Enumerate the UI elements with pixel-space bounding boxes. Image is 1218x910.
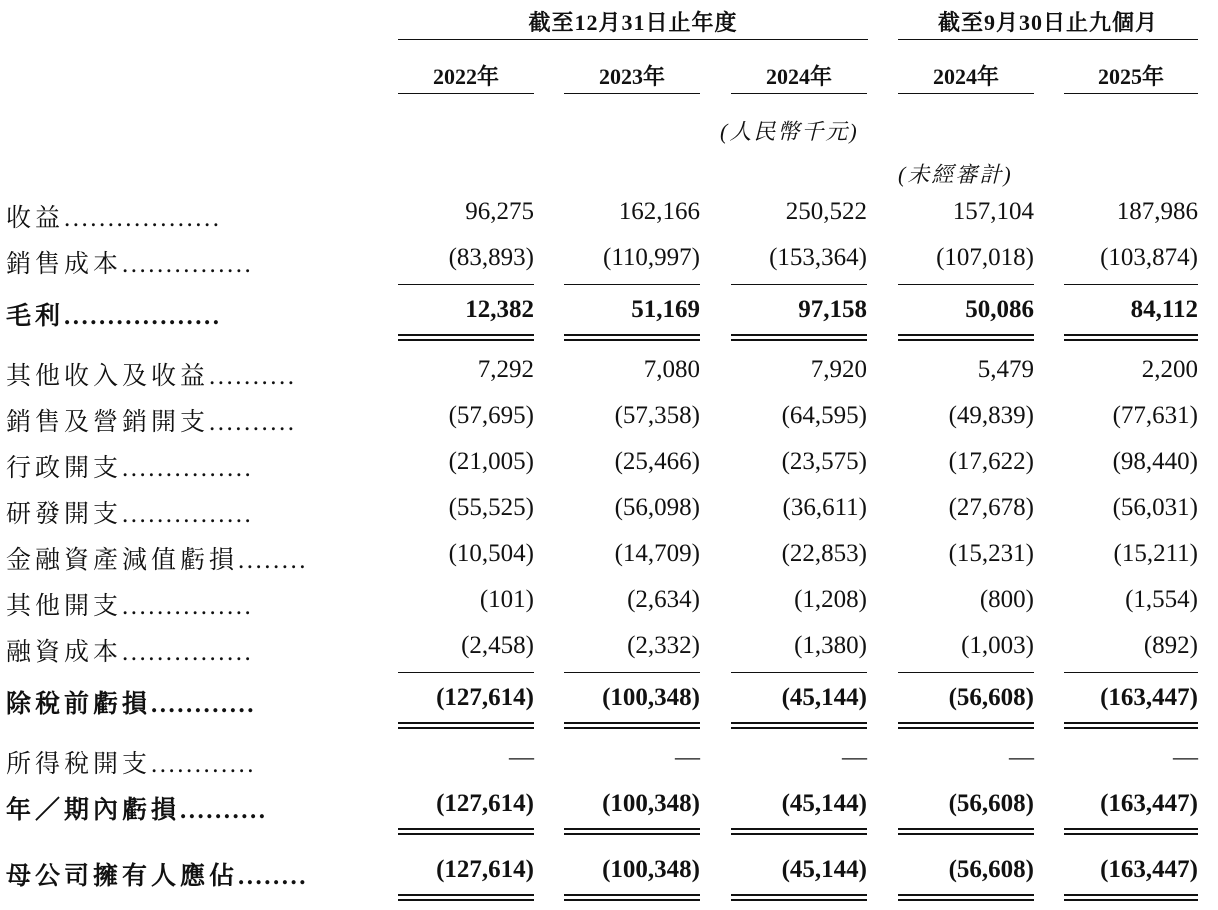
group-header-nine-months: 截至9月30日止九個月 — [937, 10, 1158, 35]
leader-dots: ............ — [151, 691, 257, 718]
leader-dots: ............... — [122, 455, 254, 482]
table-cell: (110,997) — [603, 244, 700, 271]
table-cell: 157,104 — [952, 198, 1034, 225]
year-header-col1: 2022年 — [432, 64, 499, 89]
row-label-text: 研發開支 — [6, 501, 123, 528]
total-double-rule — [1064, 833, 1198, 835]
row-label-text: 銷售成本 — [6, 251, 123, 278]
total-double-rule — [1064, 899, 1198, 901]
total-double-rule — [398, 339, 534, 341]
row-label-text: 除稅前虧損 — [6, 691, 152, 718]
total-double-rule — [731, 899, 867, 901]
total-double-rule — [398, 833, 534, 835]
table-cell: (10,504) — [448, 540, 534, 567]
total-double-rule — [731, 334, 867, 336]
total-double-rule — [398, 899, 534, 901]
leader-dots: .................. — [64, 205, 222, 232]
subtotal-rule — [898, 672, 1034, 673]
total-double-rule — [898, 894, 1034, 896]
table-cell: (55,525) — [448, 494, 534, 521]
total-double-rule — [1064, 339, 1198, 341]
total-double-rule — [398, 727, 534, 729]
total-double-rule — [564, 828, 700, 830]
row-label — [6, 198, 222, 234]
subtotal-rule — [564, 672, 700, 673]
row-label-text: 收益 — [6, 205, 65, 232]
table-cell: (22,853) — [781, 540, 867, 567]
row-label — [6, 540, 308, 576]
table-cell: (101) — [479, 586, 534, 613]
table-cell: (1,003) — [961, 632, 1034, 659]
table-cell: 2,200 — [1141, 356, 1198, 383]
table-cell: (23,575) — [781, 448, 867, 475]
currency-note: (人民幣千元) — [720, 119, 859, 144]
table-cell: (36,611) — [782, 494, 867, 521]
group-header-rule — [398, 39, 868, 40]
subtotal-rule — [731, 672, 867, 673]
table-cell: (56,608) — [948, 684, 1034, 711]
table-cell: 84,112 — [1130, 296, 1198, 323]
row-label-text: 年／期內虧損 — [6, 797, 181, 824]
table-cell: (56,608) — [948, 856, 1034, 883]
leader-dots: ........ — [238, 863, 309, 890]
table-cell: (892) — [1143, 632, 1198, 659]
leader-dots: .......... — [209, 363, 297, 390]
table-cell: (1,554) — [1125, 586, 1198, 613]
total-double-rule — [564, 339, 700, 341]
row-label — [6, 856, 308, 892]
total-double-rule — [1064, 727, 1198, 729]
table-cell: (27,678) — [948, 494, 1034, 521]
table-cell: — — [675, 744, 700, 771]
table-cell: (100,348) — [602, 790, 700, 817]
table-cell: (57,358) — [614, 402, 700, 429]
table-cell: 162,166 — [618, 198, 700, 225]
table-cell: (1,380) — [794, 632, 867, 659]
row-label-text: 其他收入及收益 — [6, 363, 210, 390]
leader-dots: ........ — [238, 547, 309, 574]
table-cell: (15,231) — [948, 540, 1034, 567]
table-cell: (21,005) — [448, 448, 534, 475]
total-double-rule — [1064, 828, 1198, 830]
year-header-rule — [564, 93, 700, 94]
table-cell: 7,080 — [643, 356, 700, 383]
total-double-rule — [731, 339, 867, 341]
total-double-rule — [731, 727, 867, 729]
leader-dots: .......... — [180, 797, 268, 824]
subtotal-rule — [898, 284, 1034, 285]
leader-dots: .................. — [64, 303, 222, 330]
row-label — [6, 494, 253, 530]
year-header-col5: 2025年 — [1097, 64, 1164, 89]
table-cell: (45,144) — [781, 856, 867, 883]
table-cell: (800) — [979, 586, 1034, 613]
table-cell: (2,332) — [627, 632, 700, 659]
row-label — [6, 632, 253, 668]
year-header-rule — [398, 93, 534, 94]
table-cell: (98,440) — [1112, 448, 1198, 475]
table-cell: (45,144) — [781, 790, 867, 817]
row-label — [6, 356, 297, 392]
year-header-col3: 2024年 — [765, 64, 832, 89]
row-label-text: 融資成本 — [6, 639, 123, 666]
leader-dots: ............... — [122, 593, 254, 620]
row-label-text: 毛利 — [6, 303, 65, 330]
table-cell: 5,479 — [977, 356, 1034, 383]
total-double-rule — [898, 727, 1034, 729]
total-double-rule — [898, 334, 1034, 336]
table-cell: (163,447) — [1100, 684, 1198, 711]
table-cell: (127,614) — [436, 856, 534, 883]
row-label — [6, 684, 256, 720]
row-label-text: 行政開支 — [6, 455, 123, 482]
table-cell: — — [842, 744, 867, 771]
table-cell: (163,447) — [1100, 790, 1198, 817]
table-cell: (127,614) — [436, 684, 534, 711]
table-cell: (83,893) — [448, 244, 534, 271]
group-header-year-ended: 截至12月31日止年度 — [528, 10, 738, 35]
table-cell: (127,614) — [436, 790, 534, 817]
table-cell: (163,447) — [1100, 856, 1198, 883]
subtotal-rule — [398, 672, 534, 673]
row-label — [6, 402, 297, 438]
table-cell: 7,920 — [810, 356, 867, 383]
subtotal-rule — [564, 284, 700, 285]
total-double-rule — [398, 722, 534, 724]
table-cell: (14,709) — [614, 540, 700, 567]
table-cell: 96,275 — [465, 198, 534, 225]
table-cell: 51,169 — [631, 296, 700, 323]
leader-dots: ............... — [122, 251, 254, 278]
total-double-rule — [898, 833, 1034, 835]
row-label — [6, 790, 268, 826]
total-double-rule — [1064, 334, 1198, 336]
table-cell: (64,595) — [781, 402, 867, 429]
table-cell: (56,031) — [1112, 494, 1198, 521]
table-cell: (15,211) — [1113, 540, 1198, 567]
table-cell: 97,158 — [798, 296, 867, 323]
subtotal-rule — [398, 284, 534, 285]
total-double-rule — [898, 899, 1034, 901]
total-double-rule — [398, 334, 534, 336]
table-cell: — — [1009, 744, 1034, 771]
row-label — [6, 586, 253, 622]
table-cell: 187,986 — [1116, 198, 1198, 225]
row-label-text: 所得稅開支 — [6, 751, 152, 778]
table-cell: 250,522 — [785, 198, 867, 225]
table-cell: 50,086 — [965, 296, 1034, 323]
total-double-rule — [564, 727, 700, 729]
row-label — [6, 448, 253, 484]
group-header-rule — [898, 39, 1198, 40]
total-double-rule — [731, 722, 867, 724]
leader-dots: .......... — [209, 409, 297, 436]
total-double-rule — [1064, 722, 1198, 724]
table-cell: 7,292 — [477, 356, 534, 383]
total-double-rule — [564, 899, 700, 901]
table-cell: — — [509, 744, 534, 771]
row-label-text: 銷售及營銷開支 — [6, 409, 210, 436]
table-cell: (2,634) — [627, 586, 700, 613]
subtotal-rule — [731, 284, 867, 285]
total-double-rule — [564, 334, 700, 336]
total-double-rule — [564, 722, 700, 724]
row-label — [6, 296, 222, 332]
table-cell: (100,348) — [602, 856, 700, 883]
row-label-text: 其他開支 — [6, 593, 123, 620]
total-double-rule — [898, 722, 1034, 724]
row-label — [6, 744, 256, 780]
table-cell: (100,348) — [602, 684, 700, 711]
total-double-rule — [731, 833, 867, 835]
table-cell: (17,622) — [948, 448, 1034, 475]
row-label-text: 金融資產減值虧損 — [6, 547, 239, 574]
unaudited-note: (未經審計) — [898, 162, 1013, 187]
subtotal-rule — [1064, 284, 1198, 285]
table-cell: (77,631) — [1112, 402, 1198, 429]
table-cell: (153,364) — [769, 244, 867, 271]
table-cell: (45,144) — [781, 684, 867, 711]
total-double-rule — [731, 894, 867, 896]
total-double-rule — [564, 833, 700, 835]
table-cell: (57,695) — [448, 402, 534, 429]
total-double-rule — [564, 894, 700, 896]
year-header-col4: 2024年 — [932, 64, 999, 89]
row-label-text: 母公司擁有人應佔 — [6, 863, 239, 890]
year-header-rule — [1064, 93, 1198, 94]
table-cell: — — [1173, 744, 1198, 771]
table-cell: (56,098) — [614, 494, 700, 521]
table-cell: (103,874) — [1100, 244, 1198, 271]
table-cell: (56,608) — [948, 790, 1034, 817]
subtotal-rule — [1064, 672, 1198, 673]
table-cell: (107,018) — [936, 244, 1034, 271]
leader-dots: ............ — [151, 751, 257, 778]
year-header-col2: 2023年 — [598, 64, 665, 89]
leader-dots: ............... — [122, 639, 254, 666]
total-double-rule — [898, 828, 1034, 830]
total-double-rule — [398, 828, 534, 830]
table-cell: (25,466) — [614, 448, 700, 475]
total-double-rule — [731, 828, 867, 830]
row-label — [6, 244, 253, 280]
table-cell: 12,382 — [465, 296, 534, 323]
total-double-rule — [898, 339, 1034, 341]
total-double-rule — [1064, 894, 1198, 896]
table-cell: (49,839) — [948, 402, 1034, 429]
year-header-rule — [731, 93, 867, 94]
leader-dots: ............... — [122, 501, 254, 528]
table-cell: (2,458) — [461, 632, 534, 659]
total-double-rule — [398, 894, 534, 896]
year-header-rule — [898, 93, 1034, 94]
table-cell: (1,208) — [794, 586, 867, 613]
